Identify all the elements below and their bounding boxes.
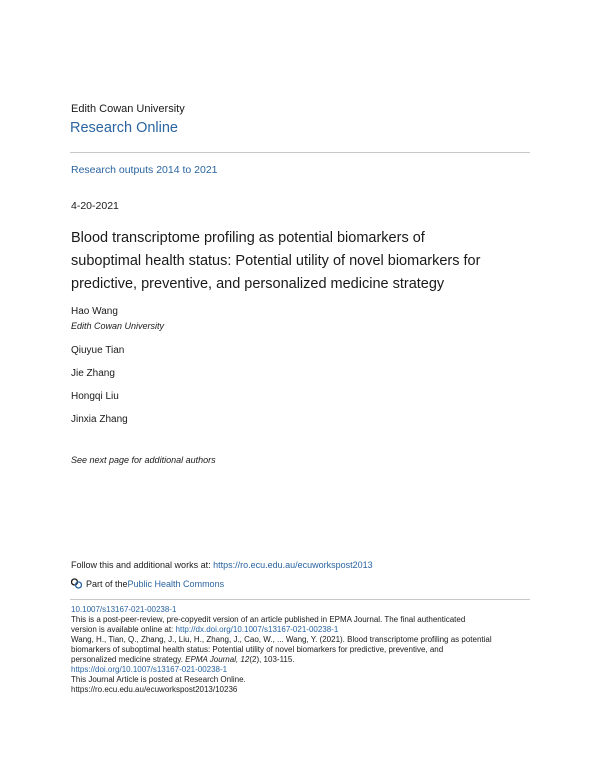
title-line: predictive, preventive, and personalized medicine strategy: [71, 276, 445, 292]
posted-note: This Journal Article is posted at Research Online.: [71, 675, 246, 684]
article-title: [71, 227, 541, 296]
title-line: Blood transcriptome profiling as potential biomarkers of: [71, 230, 425, 246]
handle-url[interactable]: https://ro.ecu.edu.au/ecuworkspost2013/10236: [71, 685, 238, 694]
commons-network-icon: [71, 578, 82, 589]
doi-link[interactable]: 10.1007/s13167-021-00238-1: [71, 605, 177, 614]
author-affiliation: Edith Cowan University: [71, 321, 165, 331]
part-of-prefix: Part of the: [86, 578, 128, 589]
reference-line: biomarkers of suboptimal health status: Potential utility of novel biomarkers for predictive, preventive, and: [71, 645, 444, 654]
version-note-line: [71, 625, 338, 635]
see-next-page-note: See next page for additional authors: [71, 455, 216, 465]
author-name: Hao Wang: [71, 306, 118, 317]
publication-date: 4-20-2021: [71, 200, 119, 212]
public-health-commons-link[interactable]: Public Health Commons: [127, 578, 225, 589]
author-name: Jie Zhang: [71, 368, 115, 379]
doi-url-link[interactable]: https://doi.org/10.1007/s13167-021-00238-1: [71, 665, 228, 674]
part-of-line: [71, 578, 224, 589]
institution-name: Edith Cowan University: [71, 103, 185, 115]
version-note-prefix: version is available online at:: [71, 625, 176, 634]
title-line: suboptimal health status: Potential utility of novel biomarkers for: [71, 253, 481, 269]
follow-line: [71, 560, 373, 570]
reference-line: [71, 655, 295, 665]
repository-name[interactable]: Research Online: [70, 120, 178, 136]
author-name: Hongqi Liu: [71, 391, 119, 402]
citation-divider: [70, 599, 530, 600]
header-divider: [70, 152, 530, 153]
journal-name: EPMA Journal, 12: [185, 655, 250, 664]
dx-doi-link[interactable]: http://dx.doi.org/10.1007/s13167-021-00238-1: [175, 625, 339, 634]
collection-link[interactable]: Research outputs 2014 to 2021: [71, 164, 218, 176]
reference-line: Wang, H., Tian, Q., Zhang, J., Liu, H., Zhang, J., Cao, W., ... Wang, Y. (2021). Blood transcriptome profiling as potential: [71, 635, 492, 644]
journal-issue: (2), 103-115.: [249, 655, 295, 664]
version-note-line: This is a post-peer-review, pre-copyedit version of an article published in EPMA Journal. The final authenticated: [71, 615, 466, 624]
reference-prefix: personalized medicine strategy.: [71, 655, 186, 664]
author-name: Qiuyue Tian: [71, 345, 125, 356]
follow-prefix: Follow this and additional works at:: [71, 560, 214, 570]
follow-link[interactable]: https://ro.ecu.edu.au/ecuworkspost2013: [213, 560, 373, 570]
author-name: Jinxia Zhang: [71, 414, 128, 425]
